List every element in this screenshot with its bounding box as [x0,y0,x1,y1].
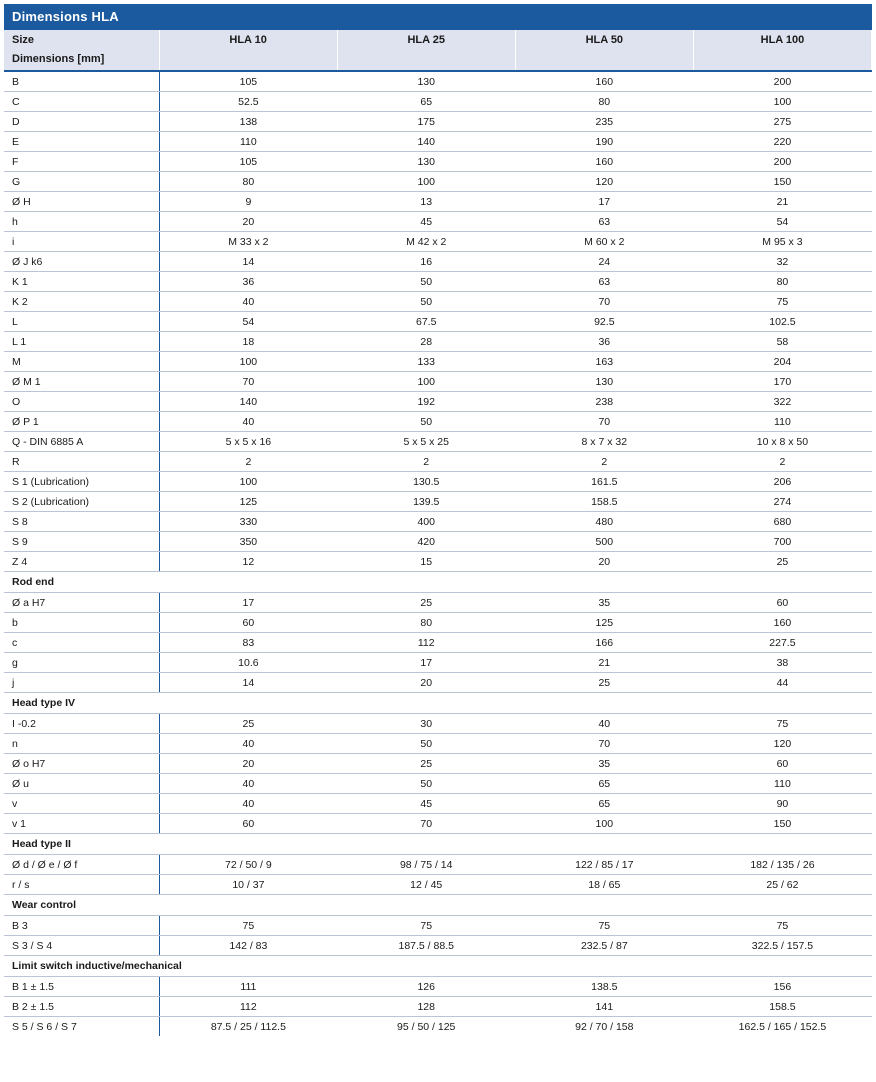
row-value: 162.5 / 165 / 152.5 [693,1017,871,1037]
table-row [4,472,872,492]
table-row [4,734,872,754]
row-value: 125 [159,492,337,512]
row-value: 65 [515,794,693,814]
row-value: 36 [515,332,693,352]
row-label: S 8 [4,512,159,532]
row-value: 163 [515,352,693,372]
row-label: O [4,392,159,412]
row-value: 67.5 [337,312,515,332]
row-value: 400 [337,512,515,532]
column-header-hla50: HLA 50 [515,30,693,50]
row-value: 90 [693,794,871,814]
row-label: K 2 [4,292,159,312]
row-label: Ø a H7 [4,593,159,613]
row-value: 140 [337,132,515,152]
row-label: Ø o H7 [4,754,159,774]
row-value: 150 [693,172,871,192]
row-value: 120 [515,172,693,192]
row-value: 142 / 83 [159,936,337,956]
table-row [4,875,872,895]
table-row [4,492,872,512]
table-row [4,754,872,774]
row-value: 274 [693,492,871,512]
table-row [4,673,872,693]
row-value: 50 [337,292,515,312]
row-value: 24 [515,252,693,272]
row-label: C [4,92,159,112]
table-row [4,613,872,633]
row-value: 21 [693,192,871,212]
row-value: 138 [159,112,337,132]
section-row [4,572,872,593]
row-value: 16 [337,252,515,272]
row-value: 45 [337,212,515,232]
row-value: 44 [693,673,871,693]
row-value: 80 [693,272,871,292]
row-value: 105 [159,71,337,92]
row-value: 45 [337,794,515,814]
row-value: M 42 x 2 [337,232,515,252]
row-value: 25 / 62 [693,875,871,895]
row-value: 235 [515,112,693,132]
row-label: B [4,71,159,92]
row-value: 20 [515,552,693,572]
row-value: M 95 x 3 [693,232,871,252]
table-row [4,332,872,352]
row-value: 10.6 [159,653,337,673]
row-value: 275 [693,112,871,132]
row-value: 420 [337,532,515,552]
row-label: g [4,653,159,673]
row-value: 75 [515,916,693,936]
row-value: 187.5 / 88.5 [337,936,515,956]
row-value: 140 [159,392,337,412]
row-label: G [4,172,159,192]
row-value: 25 [515,673,693,693]
row-value: 170 [693,372,871,392]
row-label: Ø u [4,774,159,794]
row-value: 80 [337,613,515,633]
table-row [4,936,872,956]
row-value: 13 [337,192,515,212]
row-value: 322.5 / 157.5 [693,936,871,956]
row-label: I -0.2 [4,714,159,734]
row-label: B 3 [4,916,159,936]
column-header-size: Size [4,30,159,50]
row-value: 100 [159,352,337,372]
table-row [4,452,872,472]
row-value: 2 [159,452,337,472]
table-row [4,916,872,936]
row-value: 40 [159,292,337,312]
row-value: 75 [337,916,515,936]
table-row [4,232,872,252]
row-label: c [4,633,159,653]
row-value: 5 x 5 x 16 [159,432,337,452]
row-label: R [4,452,159,472]
row-value: 87.5 / 25 / 112.5 [159,1017,337,1037]
section-row [4,834,872,855]
row-value: 75 [693,292,871,312]
row-label: L 1 [4,332,159,352]
units-blank-3 [515,50,693,71]
table-row [4,593,872,613]
row-value: 75 [693,714,871,734]
table-row [4,532,872,552]
table-row [4,997,872,1017]
row-value: 100 [693,92,871,112]
row-value: 25 [337,593,515,613]
table-units-row [4,50,872,71]
table-row [4,552,872,572]
row-value: 322 [693,392,871,412]
row-value: 58 [693,332,871,352]
row-value: 65 [515,774,693,794]
row-value: 54 [693,212,871,232]
row-value: 110 [693,774,871,794]
row-value: 95 / 50 / 125 [337,1017,515,1037]
row-value: 100 [337,172,515,192]
row-value: 18 [159,332,337,352]
row-value: 20 [337,673,515,693]
row-value: 40 [159,734,337,754]
row-value: 110 [693,412,871,432]
row-value: 35 [515,754,693,774]
table-row [4,814,872,834]
row-label: S 1 (Lubrication) [4,472,159,492]
row-value: 17 [159,593,337,613]
table-row [4,432,872,452]
row-value: 100 [515,814,693,834]
row-label: S 9 [4,532,159,552]
row-value: 10 x 8 x 50 [693,432,871,452]
table-header-row [4,30,872,50]
table-row [4,412,872,432]
section-label: Rod end [4,572,872,593]
row-value: 21 [515,653,693,673]
column-header-hla10: HLA 10 [159,30,337,50]
units-blank-4 [693,50,871,71]
row-value: 238 [515,392,693,412]
row-value: 138.5 [515,977,693,997]
table-row [4,312,872,332]
table-row [4,92,872,112]
section-row [4,956,872,977]
row-value: 100 [337,372,515,392]
row-value: 158.5 [693,997,871,1017]
row-value: M 33 x 2 [159,232,337,252]
table-row [4,152,872,172]
row-value: 20 [159,754,337,774]
units-blank-2 [337,50,515,71]
row-value: 10 / 37 [159,875,337,895]
row-value: 126 [337,977,515,997]
table-row [4,392,872,412]
row-value: 110 [159,132,337,152]
row-value: 75 [693,916,871,936]
table-row [4,653,872,673]
row-label: S 5 / S 6 / S 7 [4,1017,159,1037]
table-row [4,774,872,794]
row-value: 32 [693,252,871,272]
row-value: 50 [337,774,515,794]
row-value: 2 [337,452,515,472]
row-label: Q - DIN 6885 A [4,432,159,452]
row-value: 120 [693,734,871,754]
row-value: 330 [159,512,337,532]
row-label: L [4,312,159,332]
row-value: 160 [515,152,693,172]
row-label: Z 4 [4,552,159,572]
table-row [4,633,872,653]
row-value: 70 [515,734,693,754]
row-value: 700 [693,532,871,552]
row-value: 40 [515,714,693,734]
row-value: 206 [693,472,871,492]
row-value: 70 [159,372,337,392]
row-value: 227.5 [693,633,871,653]
row-value: 92 / 70 / 158 [515,1017,693,1037]
row-label: Ø P 1 [4,412,159,432]
row-value: 92.5 [515,312,693,332]
row-label: M [4,352,159,372]
units-blank-1 [159,50,337,71]
row-value: 70 [337,814,515,834]
section-label: Head type IV [4,693,872,714]
section-label: Limit switch inductive/mechanical [4,956,872,977]
row-value: 12 / 45 [337,875,515,895]
row-value: 182 / 135 / 26 [693,855,871,875]
row-value: 2 [693,452,871,472]
row-label: K 1 [4,272,159,292]
row-value: 60 [159,613,337,633]
table-row [4,71,872,92]
table-row [4,272,872,292]
row-value: 5 x 5 x 25 [337,432,515,452]
row-value: 60 [693,754,871,774]
table-row [4,172,872,192]
row-value: 38 [693,653,871,673]
column-header-hla100: HLA 100 [693,30,871,50]
row-value: M 60 x 2 [515,232,693,252]
row-value: 190 [515,132,693,152]
row-value: 75 [159,916,337,936]
row-value: 220 [693,132,871,152]
row-value: 130.5 [337,472,515,492]
table-row [4,512,872,532]
row-label: v [4,794,159,814]
row-value: 232.5 / 87 [515,936,693,956]
row-value: 80 [159,172,337,192]
row-value: 156 [693,977,871,997]
row-value: 139.5 [337,492,515,512]
row-value: 35 [515,593,693,613]
row-value: 14 [159,252,337,272]
units-label: Dimensions [mm] [4,50,159,71]
row-value: 158.5 [515,492,693,512]
row-value: 63 [515,212,693,232]
row-value: 65 [337,92,515,112]
row-value: 160 [693,613,871,633]
row-label: h [4,212,159,232]
section-label: Head type II [4,834,872,855]
table-row [4,794,872,814]
row-value: 14 [159,673,337,693]
row-value: 111 [159,977,337,997]
table-body [4,4,872,1036]
row-value: 60 [693,593,871,613]
section-label: Wear control [4,895,872,916]
row-value: 98 / 75 / 14 [337,855,515,875]
row-value: 60 [159,814,337,834]
row-value: 72 / 50 / 9 [159,855,337,875]
row-value: 63 [515,272,693,292]
section-row [4,693,872,714]
row-value: 500 [515,532,693,552]
row-value: 161.5 [515,472,693,492]
row-value: 200 [693,152,871,172]
row-value: 36 [159,272,337,292]
row-value: 105 [159,152,337,172]
row-value: 175 [337,112,515,132]
row-value: 200 [693,71,871,92]
row-label: j [4,673,159,693]
row-value: 141 [515,997,693,1017]
table-row [4,192,872,212]
row-value: 160 [515,71,693,92]
row-value: 100 [159,472,337,492]
row-value: 480 [515,512,693,532]
row-value: 25 [159,714,337,734]
table-row [4,1017,872,1037]
row-value: 40 [159,774,337,794]
row-label: B 1 ± 1.5 [4,977,159,997]
row-value: 9 [159,192,337,212]
row-value: 192 [337,392,515,412]
row-label: Ø J k6 [4,252,159,272]
row-value: 130 [337,71,515,92]
row-label: v 1 [4,814,159,834]
table-row [4,352,872,372]
row-value: 70 [515,292,693,312]
row-value: 70 [515,412,693,432]
row-value: 54 [159,312,337,332]
row-value: 680 [693,512,871,532]
row-value: 128 [337,997,515,1017]
row-value: 15 [337,552,515,572]
row-value: 25 [337,754,515,774]
row-value: 40 [159,794,337,814]
row-value: 130 [337,152,515,172]
row-value: 18 / 65 [515,875,693,895]
row-value: 12 [159,552,337,572]
row-value: 130 [515,372,693,392]
row-value: 17 [515,192,693,212]
row-label: i [4,232,159,252]
row-value: 204 [693,352,871,372]
row-label: Ø M 1 [4,372,159,392]
row-value: 28 [337,332,515,352]
row-label: S 2 (Lubrication) [4,492,159,512]
column-header-hla25: HLA 25 [337,30,515,50]
dimensions-table [4,4,872,1036]
row-label: S 3 / S 4 [4,936,159,956]
row-label: F [4,152,159,172]
table-row [4,855,872,875]
row-value: 2 [515,452,693,472]
table-row [4,292,872,312]
table-row [4,212,872,232]
row-value: 350 [159,532,337,552]
row-value: 50 [337,734,515,754]
table-title-row [4,4,872,30]
row-value: 20 [159,212,337,232]
row-value: 25 [693,552,871,572]
row-value: 40 [159,412,337,432]
row-value: 133 [337,352,515,372]
row-value: 50 [337,272,515,292]
row-label: B 2 ± 1.5 [4,997,159,1017]
row-value: 125 [515,613,693,633]
row-value: 52.5 [159,92,337,112]
row-value: 112 [337,633,515,653]
section-row [4,895,872,916]
row-value: 50 [337,412,515,432]
row-value: 30 [337,714,515,734]
table-row [4,252,872,272]
table-row [4,714,872,734]
row-label: Ø d / Ø e / Ø f [4,855,159,875]
table-row [4,112,872,132]
row-label: r / s [4,875,159,895]
row-value: 80 [515,92,693,112]
row-value: 102.5 [693,312,871,332]
table-row [4,132,872,152]
row-label: n [4,734,159,754]
table-row [4,977,872,997]
row-label: E [4,132,159,152]
page-title: Dimensions HLA [4,4,872,30]
row-label: Ø H [4,192,159,212]
table-row [4,372,872,392]
row-value: 83 [159,633,337,653]
row-value: 122 / 85 / 17 [515,855,693,875]
row-value: 17 [337,653,515,673]
row-label: D [4,112,159,132]
row-value: 112 [159,997,337,1017]
row-value: 150 [693,814,871,834]
row-value: 8 x 7 x 32 [515,432,693,452]
row-value: 166 [515,633,693,653]
row-label: b [4,613,159,633]
